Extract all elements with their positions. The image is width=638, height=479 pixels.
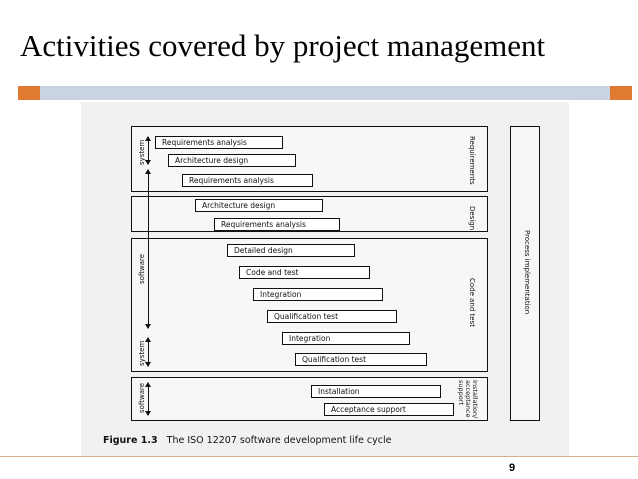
step-acceptance-support: Acceptance support — [324, 403, 454, 416]
footer-rule — [0, 456, 638, 457]
step-requirements-analysis-software: Requirements analysis — [182, 174, 313, 187]
side-label-software: software — [138, 253, 146, 284]
step-installation: Installation — [311, 385, 441, 398]
step-code-and-test: Code and test — [239, 266, 370, 279]
step-requirements-analysis-system: Requirements analysis — [155, 136, 283, 149]
step-architecture-design-software: Architecture design — [195, 199, 323, 212]
code-test-label: Code and test — [468, 278, 476, 327]
process-implementation-label: Process implementation — [523, 230, 531, 315]
system-arrow-bottom — [148, 338, 149, 366]
installation-label: Installation/ acceptance support — [457, 380, 479, 419]
software-arrow — [148, 170, 149, 328]
step-requirements-analysis-design: Requirements analysis — [214, 218, 340, 231]
design-label: Design — [468, 206, 476, 231]
software-arrow-bottom — [148, 383, 149, 415]
requirements-label: Requirements — [468, 136, 476, 185]
lifecycle-figure — [81, 102, 569, 456]
step-integration-software: Integration — [253, 288, 383, 301]
title-band — [40, 86, 610, 100]
step-qualification-test-software: Qualification test — [267, 310, 397, 323]
figure-caption: Figure 1.3 The ISO 12207 software development life cycle — [103, 435, 392, 446]
code-test-section — [131, 238, 488, 372]
page-number: 9 — [509, 462, 516, 474]
accent-block-left — [18, 86, 40, 100]
system-arrow-top — [148, 137, 149, 164]
accent-block-right — [610, 86, 632, 100]
side-label-system-top: system — [138, 139, 146, 165]
step-integration-system: Integration — [282, 332, 410, 345]
step-detailed-design: Detailed design — [227, 244, 355, 257]
slide-title: Activities covered by project management — [20, 28, 546, 63]
side-label-software-bottom: software — [138, 382, 146, 413]
step-architecture-design-system: Architecture design — [168, 154, 296, 167]
side-label-system-bottom: system — [138, 340, 146, 366]
step-qualification-test-system: Qualification test — [295, 353, 427, 366]
